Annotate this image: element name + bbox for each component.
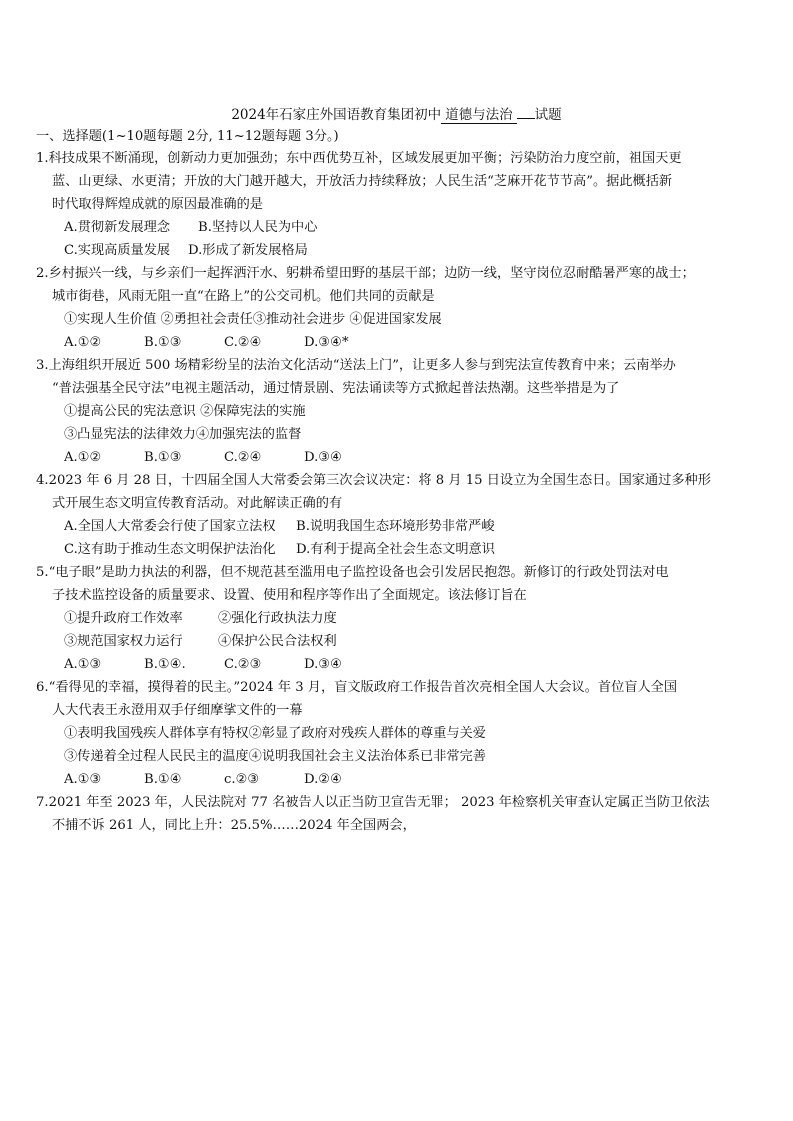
q5-item-3: ③规范国家权力运行 <box>64 634 183 649</box>
q5-statements-1 <box>64 608 776 630</box>
q5-item-4: ④保护公民合法权利 <box>218 634 337 649</box>
q1-stem-line-1: 1.科技成果不断涌现，创新动力更加强劲；东中西优势互补，区域发展更加平衡；污染防治力度空前，祖国天更 <box>36 151 682 166</box>
q5-stem-line-1: 5.“电子眼”是助力执法的利器，但不规范甚至滥用电子监控设备也会引发居民抱怨。新修订的行政处罚法对电 <box>36 565 669 580</box>
q2-option-c[interactable]: C.②④ <box>224 335 262 350</box>
q4-stem-line-1: 4.2023 年 6 月 28 日，十四届全国人大常委会第三次会议决定：将 8 月 15 日设立为全国生态日。国家通过多种形 <box>36 473 711 488</box>
q4-option-c[interactable]: C.这有助于推动生态文明保护法治化 <box>64 542 276 557</box>
q3-statements-2: ③凸显宪法的法律效力④加强宪法的监督 <box>64 427 302 442</box>
q4-options-row-1 <box>64 516 776 538</box>
q3-stem-line-1: 3.上海组织开展近 500 场精彩纷呈的法治文化活动“送法上门”，让更多人参与到宪法宣传教育中来；云南举办 <box>36 358 676 373</box>
q3-option-d[interactable]: D.③④ <box>304 450 342 465</box>
q1-stem-line-2: 蓝、山更绿、水更清；开放的大门越开越大，开放活力持续释放；人民生活“芝麻开花节节高”。据此概括新 <box>52 174 673 189</box>
q2-options <box>64 332 776 354</box>
q5-options <box>64 654 776 676</box>
q6-option-d[interactable]: D.②④ <box>304 772 342 787</box>
q1-options-row-1 <box>64 217 776 239</box>
q6-stem-line-1: 6.“看得见的幸福，摸得着的民主。”2024 年 3 月，盲文版政府工作报告首次亮相全国人大会议。首位盲人全国 <box>36 680 678 695</box>
q3-stem-line-2: “普法强基全民守法”电视主题活动，通过情景剧、宪法诵读等方式掀起普法热潮。这些举措是为了 <box>52 381 620 396</box>
q6-statements-2: ③传递着全过程人民民主的温度④说明我国社会主义法治体系已非常完善 <box>64 749 486 764</box>
q5-item-2: ②强化行政执法力度 <box>218 611 337 626</box>
q4-option-a[interactable]: A.全国人大常委会行使了国家立法权 <box>64 519 276 534</box>
q3-option-b[interactable]: B.①③ <box>144 450 182 465</box>
q1-option-a[interactable]: A.贯彻新发展理念 <box>64 220 171 235</box>
q6-stem-line-2: 人大代表王永澄用双手仔细摩挲文件的一幕 <box>52 703 303 718</box>
q4-option-b[interactable]: B.说明我国生态环境形势非常严峻 <box>296 519 495 534</box>
q3-options <box>64 447 776 469</box>
q1-option-d[interactable]: D.形成了新发展格局 <box>188 243 308 258</box>
q3-option-a[interactable]: A.①② <box>64 450 102 465</box>
q7-stem-line-2: 不捕不诉 261 人，同比上升：25.5%……2024 年全国两会， <box>52 818 416 833</box>
q6-option-b[interactable]: B.①④ <box>144 772 182 787</box>
q4-option-d[interactable]: D.有利于提高全社会生态文明意识 <box>296 542 495 557</box>
q1-options-row-2 <box>64 240 776 262</box>
q2-option-b[interactable]: B.①③ <box>144 335 182 350</box>
q2-stem-line-2: 城市街巷，风雨无阻一直“在路上”的公交司机。他们共同的贡献是 <box>52 289 435 304</box>
q3-option-c[interactable]: C.②④ <box>224 450 262 465</box>
q2-stem-line-1: 2.乡村振兴一线，与乡亲们一起挥洒汗水、躬耕希望田野的基层干部；边防一线，坚守岗位忍耐酷暑严寒的战士； <box>36 266 695 281</box>
q1-option-b[interactable]: B.坚持以人民为中心 <box>198 220 318 235</box>
q6-statements-1: ①表明我国残疾人群体享有特权②彰显了政府对残疾人群体的尊重与关爱 <box>64 726 486 741</box>
title-prefix: 2024年石家庄外国语教育集团初中 <box>231 107 442 123</box>
section-heading: 一、选择题(1~10题每题 2分, 11~12题每题 3分。) <box>36 129 339 144</box>
q6-option-c[interactable]: c.②③ <box>224 772 260 787</box>
q2-option-a[interactable]: A.①② <box>64 335 102 350</box>
q1-stem-line-3: 时代取得辉煌成就的原因最准确的是 <box>52 197 263 212</box>
title-suffix: 试题 <box>534 107 562 123</box>
q1-option-c[interactable]: C.实现高质量发展 <box>64 243 171 258</box>
q5-statements-2 <box>64 631 776 653</box>
q4-options-row-2 <box>64 539 776 561</box>
q5-option-b[interactable]: B.①④. <box>144 657 186 672</box>
q5-option-d[interactable]: D.③④ <box>304 657 342 672</box>
q5-stem-line-2: 子技术监控设备的质量要求、设置、使用和程序等作出了全面规定。该法修订旨在 <box>52 588 527 603</box>
exam-title <box>0 104 793 126</box>
q6-option-a[interactable]: A.①③ <box>64 772 102 787</box>
q5-option-c[interactable]: C.②③ <box>224 657 262 672</box>
q5-item-1: ①提升政府工作效率 <box>64 611 183 626</box>
q5-option-a[interactable]: A.①③ <box>64 657 102 672</box>
q2-statements: ①实现人生价值 ②勇担社会责任③推动社会进步 ④促进国家发展 <box>64 312 442 327</box>
q6-options <box>64 769 776 791</box>
subject-blank: 道德与法治 <box>441 107 517 124</box>
q3-statements-1: ①提高公民的宪法意识 ②保障宪法的实施 <box>64 404 306 419</box>
q7-stem-line-1: 7.2021 年至 2023 年，人民法院对 77 名被告人以正当防卫宣告无罪； 2023 年检察机关审查认定属正当防卫依法 <box>36 795 710 810</box>
q4-stem-line-2: 式开展生态文明宣传教育活动。对此解读正确的有 <box>52 496 343 511</box>
q2-option-d[interactable]: D.③④* <box>304 335 349 350</box>
